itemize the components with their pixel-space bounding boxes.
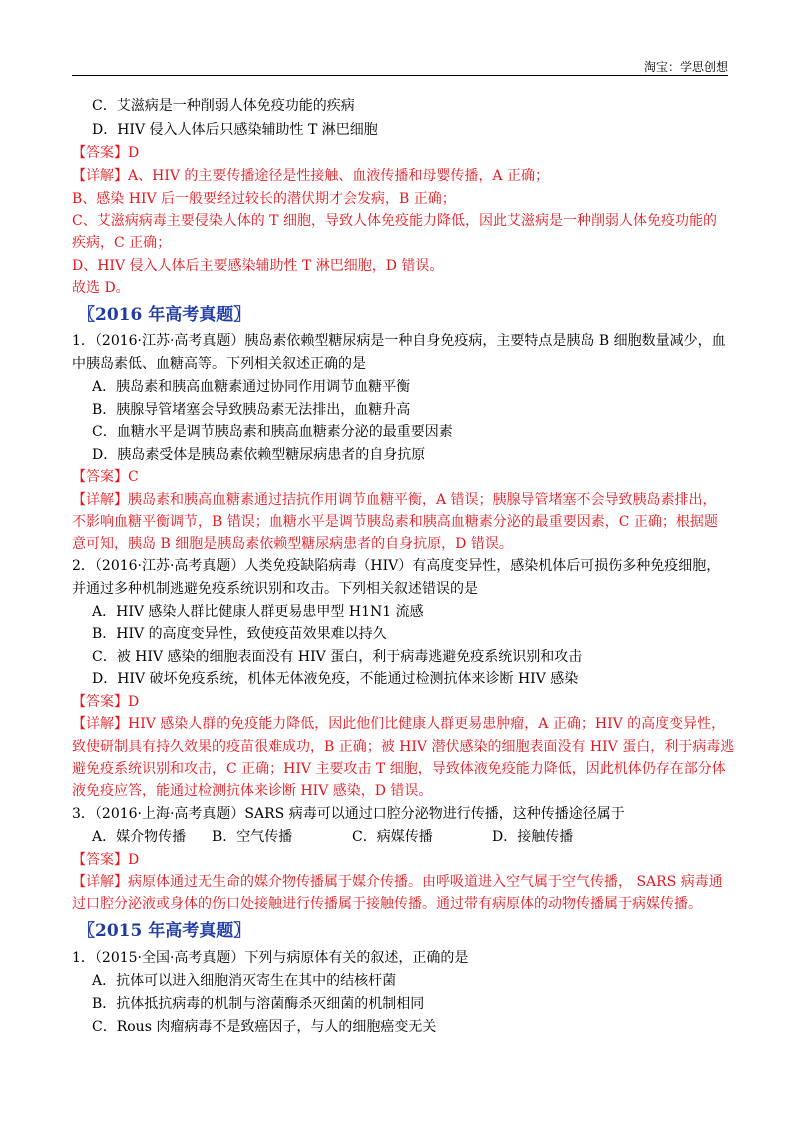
option-b: B．抗体抵抗病毒的机制与溶菌酶杀灭细菌的机制相同 [92,996,425,1012]
option-d: D．胰岛素受体是胰岛素依赖型糖尿病患者的自身抗原 [92,447,426,463]
question-stem: 1．（2016·江苏·高考真题）胰岛素依赖型糖尿病是一种自身免疫病，主要特点是胰岛 B 细胞数量减少，血 [72,333,726,349]
detail-line: 【详解】病原体通过无生命的媒介物传播属于媒介传播。由呼吸道进入空气属于空气传播， SARS 病毒通 [72,874,723,890]
detail-line: C、艾滋病病毒主要侵染人体的 T 细胞，导致人体免疫能力降低，因此艾滋病是一种削弱人体免疫功能的 [72,213,717,229]
detail-line: B、感染 HIV 后一般要经过较长的潜伏期才会发病，B 正确； [72,191,456,207]
question-stem: 并通过多种机制逃避免疫系统识别和攻击。下列相关叙述错误的是 [72,581,478,597]
detail-line: 不影响血糖平衡调节，B 错误；血糖水平是调节胰岛素和胰高血糖素分泌的最重要因素，C 正确；根据题 [72,514,718,530]
section-title-2016: 〖2016 年高考真题〗 [78,305,251,325]
detail-line: 致使研制具有持久效果的疫苗很难成功，B 正确；被 HIV 潜伏感染的细胞表面没有 HIV 蛋白，利于病毒逃 [72,739,735,755]
header-rule [72,75,728,76]
question-stem: 1．（2015·全国·高考真题）下列与病原体有关的叙述，正确的是 [72,950,469,966]
option-b: B．胰腺导管堵塞会导致胰岛素无法排出，血糖升高 [92,402,411,418]
option-c: C．Rous 肉瘤病毒不是致癌因子，与人的细胞癌变无关 [92,1019,437,1035]
option-b: B．空气传播 [212,829,293,845]
page-header: 淘宝：学思创想 [643,60,728,74]
option-c: C．艾滋病是一种削弱人体免疫功能的疾病 [92,98,355,114]
answer: 【答案】D [72,694,140,710]
option-c: C．血糖水平是调节胰岛素和胰高血糖素分泌的最重要因素 [92,424,453,440]
option-b: B．HIV 的高度变异性，致使疫苗效果难以持久 [92,626,387,642]
question-stem: 3．（2016·上海·高考真题）SARS 病毒可以通过口腔分泌物进行传播，这种传播途径属于 [72,806,625,822]
option-a: A．媒介物传播 [92,829,187,845]
detail-line: 【详解】胰岛素和胰高血糖素通过拮抗作用调节血糖平衡，A 错误；胰腺导管堵塞不会导致胰岛素排出， [72,492,717,508]
detail-line: 故选 D。 [72,280,130,296]
detail-line: D、HIV 侵入人体后主要感染辅助性 T 淋巴细胞，D 错误。 [72,258,444,274]
option-c: C．病媒传播 [352,829,433,845]
option-d: D．接触传播 [492,829,574,845]
option-a: A．胰岛素和胰高血糖素通过协同作用调节血糖平衡 [92,379,411,395]
option-a: A．HIV 感染人群比健康人群更易患甲型 H1N1 流感 [92,604,424,620]
option-c: C．被 HIV 感染的细胞表面没有 HIV 蛋白，利于病毒逃避免疫系统识别和攻击 [92,649,583,665]
detail-line: 避免疫系统识别和攻击，C 正确；HIV 主要攻击 T 细胞，导致体液免疫能力降低，因此机体仍存在部分体 [72,761,726,777]
answer: 【答案】D [72,852,140,868]
detail-line: 疾病，C 正确； [72,235,172,251]
option-a: A．抗体可以进入细胞消灭寄生在其中的结核杆菌 [92,973,397,989]
detail-line: 【详解】HIV 感染人群的免疫能力降低，因此他们比健康人群更易患肿瘤，A 正确；HIV 的高度变异性， [72,716,726,732]
detail-line: 意可知，胰岛 B 细胞是胰岛素依赖型糖尿病患者的自身抗原，D 错误。 [72,536,513,552]
answer: 【答案】D [72,145,140,161]
option-d: D．HIV 侵入人体后只感染辅助性 T 淋巴细胞 [92,122,378,138]
options-row [92,827,573,847]
detail-line: 过口腔分泌液或身体的伤口处接触进行传播属于接触传播。通过带有病原体的动物传播属于病媒传播。 [72,896,702,912]
answer: 【答案】C [72,469,139,485]
detail-line: 【详解】A、HIV 的主要传播途径是性接触、血液传播和母婴传播，A 正确； [72,168,549,184]
question-stem: 2．（2016·江苏·高考真题）人类免疫缺陷病毒（HIV）有高度变异性，感染机体后可损伤多种免疫细胞， [72,558,721,574]
section-title-2015: 〖2015 年高考真题〗 [78,921,251,941]
question-stem: 中胰岛素低、血糖高等。下列相关叙述正确的是 [72,356,366,372]
detail-line: 液免疫应答，能通过检测抗体来诊断 HIV 感染，D 错误。 [72,783,433,799]
option-d: D．HIV 破坏免疫系统，机体无体液免疫，不能通过检测抗体来诊断 HIV 感染 [92,671,579,687]
